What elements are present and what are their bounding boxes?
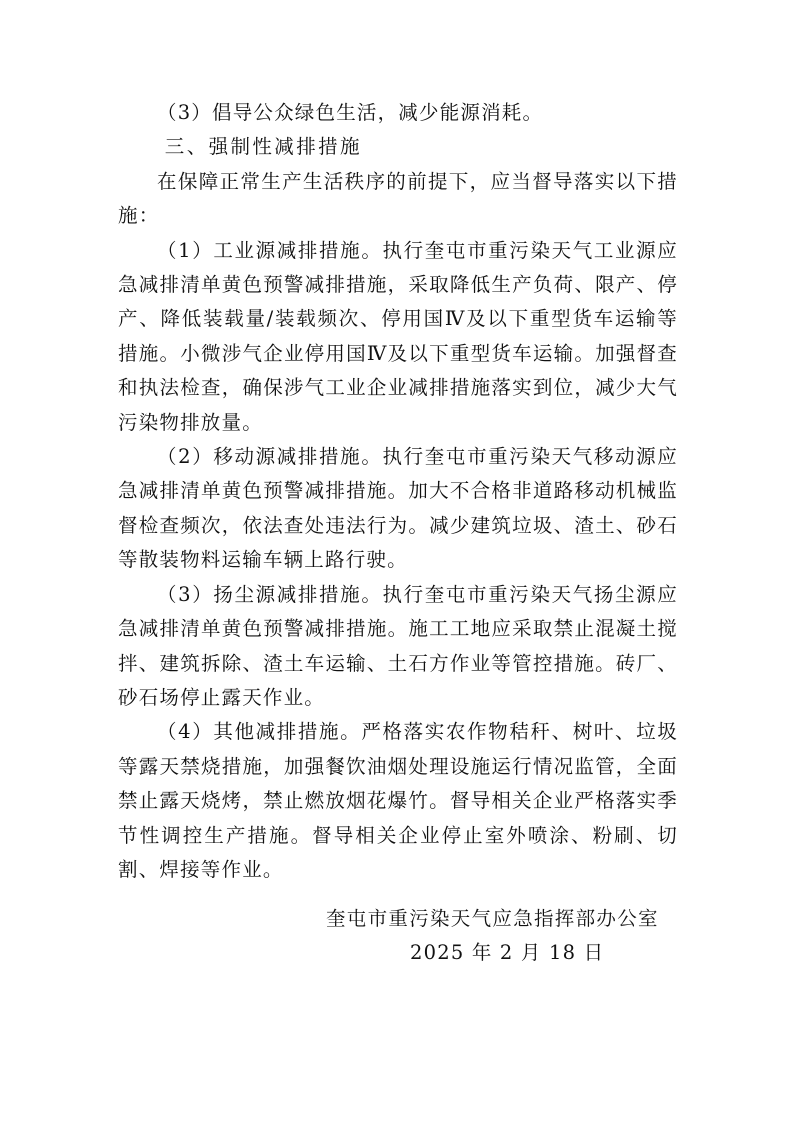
issue-date: 2025 年 2 月 18 日 bbox=[410, 941, 605, 964]
signature-block bbox=[0, 902, 793, 992]
document-body bbox=[118, 96, 678, 887]
paragraph-intro: 在保障正常生产生活秩序的前提下，应当督导落实以下措施： bbox=[118, 169, 678, 228]
paragraph-public-green-life: （3）倡导公众绿色生活，减少能源消耗。 bbox=[157, 101, 544, 124]
paragraph-industrial-source: （1）工业源减排措施。执行奎屯市重污染天气工业源应急减排清单黄色预警减排措施，采取降低生产负荷、限产、停产、降低装载量/装载频次、停用国Ⅳ及以下重型货车运输等措施。小微涉气企业停用国Ⅳ及以下重型货车运输。加强督查和执法检查，确保涉气工业企业减排措施落实到位，减少大气污染物排放量。 bbox=[118, 238, 678, 434]
paragraph-other-measures: （4）其他减排措施。严格落实农作物秸秆、树叶、垃圾等露天禁烧措施，加强餐饮油烟处理设施运行情况监管，全面禁止露天烧烤，禁止燃放烟花爆竹。督导相关企业严格落实季节性调控生产措施。督导相关企业停止室外喷涂、粉刷、切割、焊接等作业。 bbox=[118, 720, 678, 881]
paragraph-mobile-source: （2）移动源减排措施。执行奎屯市重污染天气移动源应急减排清单黄色预警减排措施。加大不合格非道路移动机械监督检查频次，依法查处违法行为。减少建筑垃圾、渣土、砂石等散装物料运输车辆上路行驶。 bbox=[118, 445, 678, 572]
paragraph-dust-source: （3）扬尘源减排措施。执行奎屯市重污染天气扬尘源应急减排清单黄色预警减排措施。施工工地应采取禁止混凝土搅拌、建筑拆除、渣土车运输、土石方作业等管控措施。砖厂、砂石场停止露天作业。 bbox=[118, 582, 678, 709]
issuing-organization: 奎屯市重污染天气应急指挥部办公室 bbox=[326, 907, 659, 930]
section-heading-mandatory-measures: 三、强制性减排措施 bbox=[164, 135, 362, 159]
